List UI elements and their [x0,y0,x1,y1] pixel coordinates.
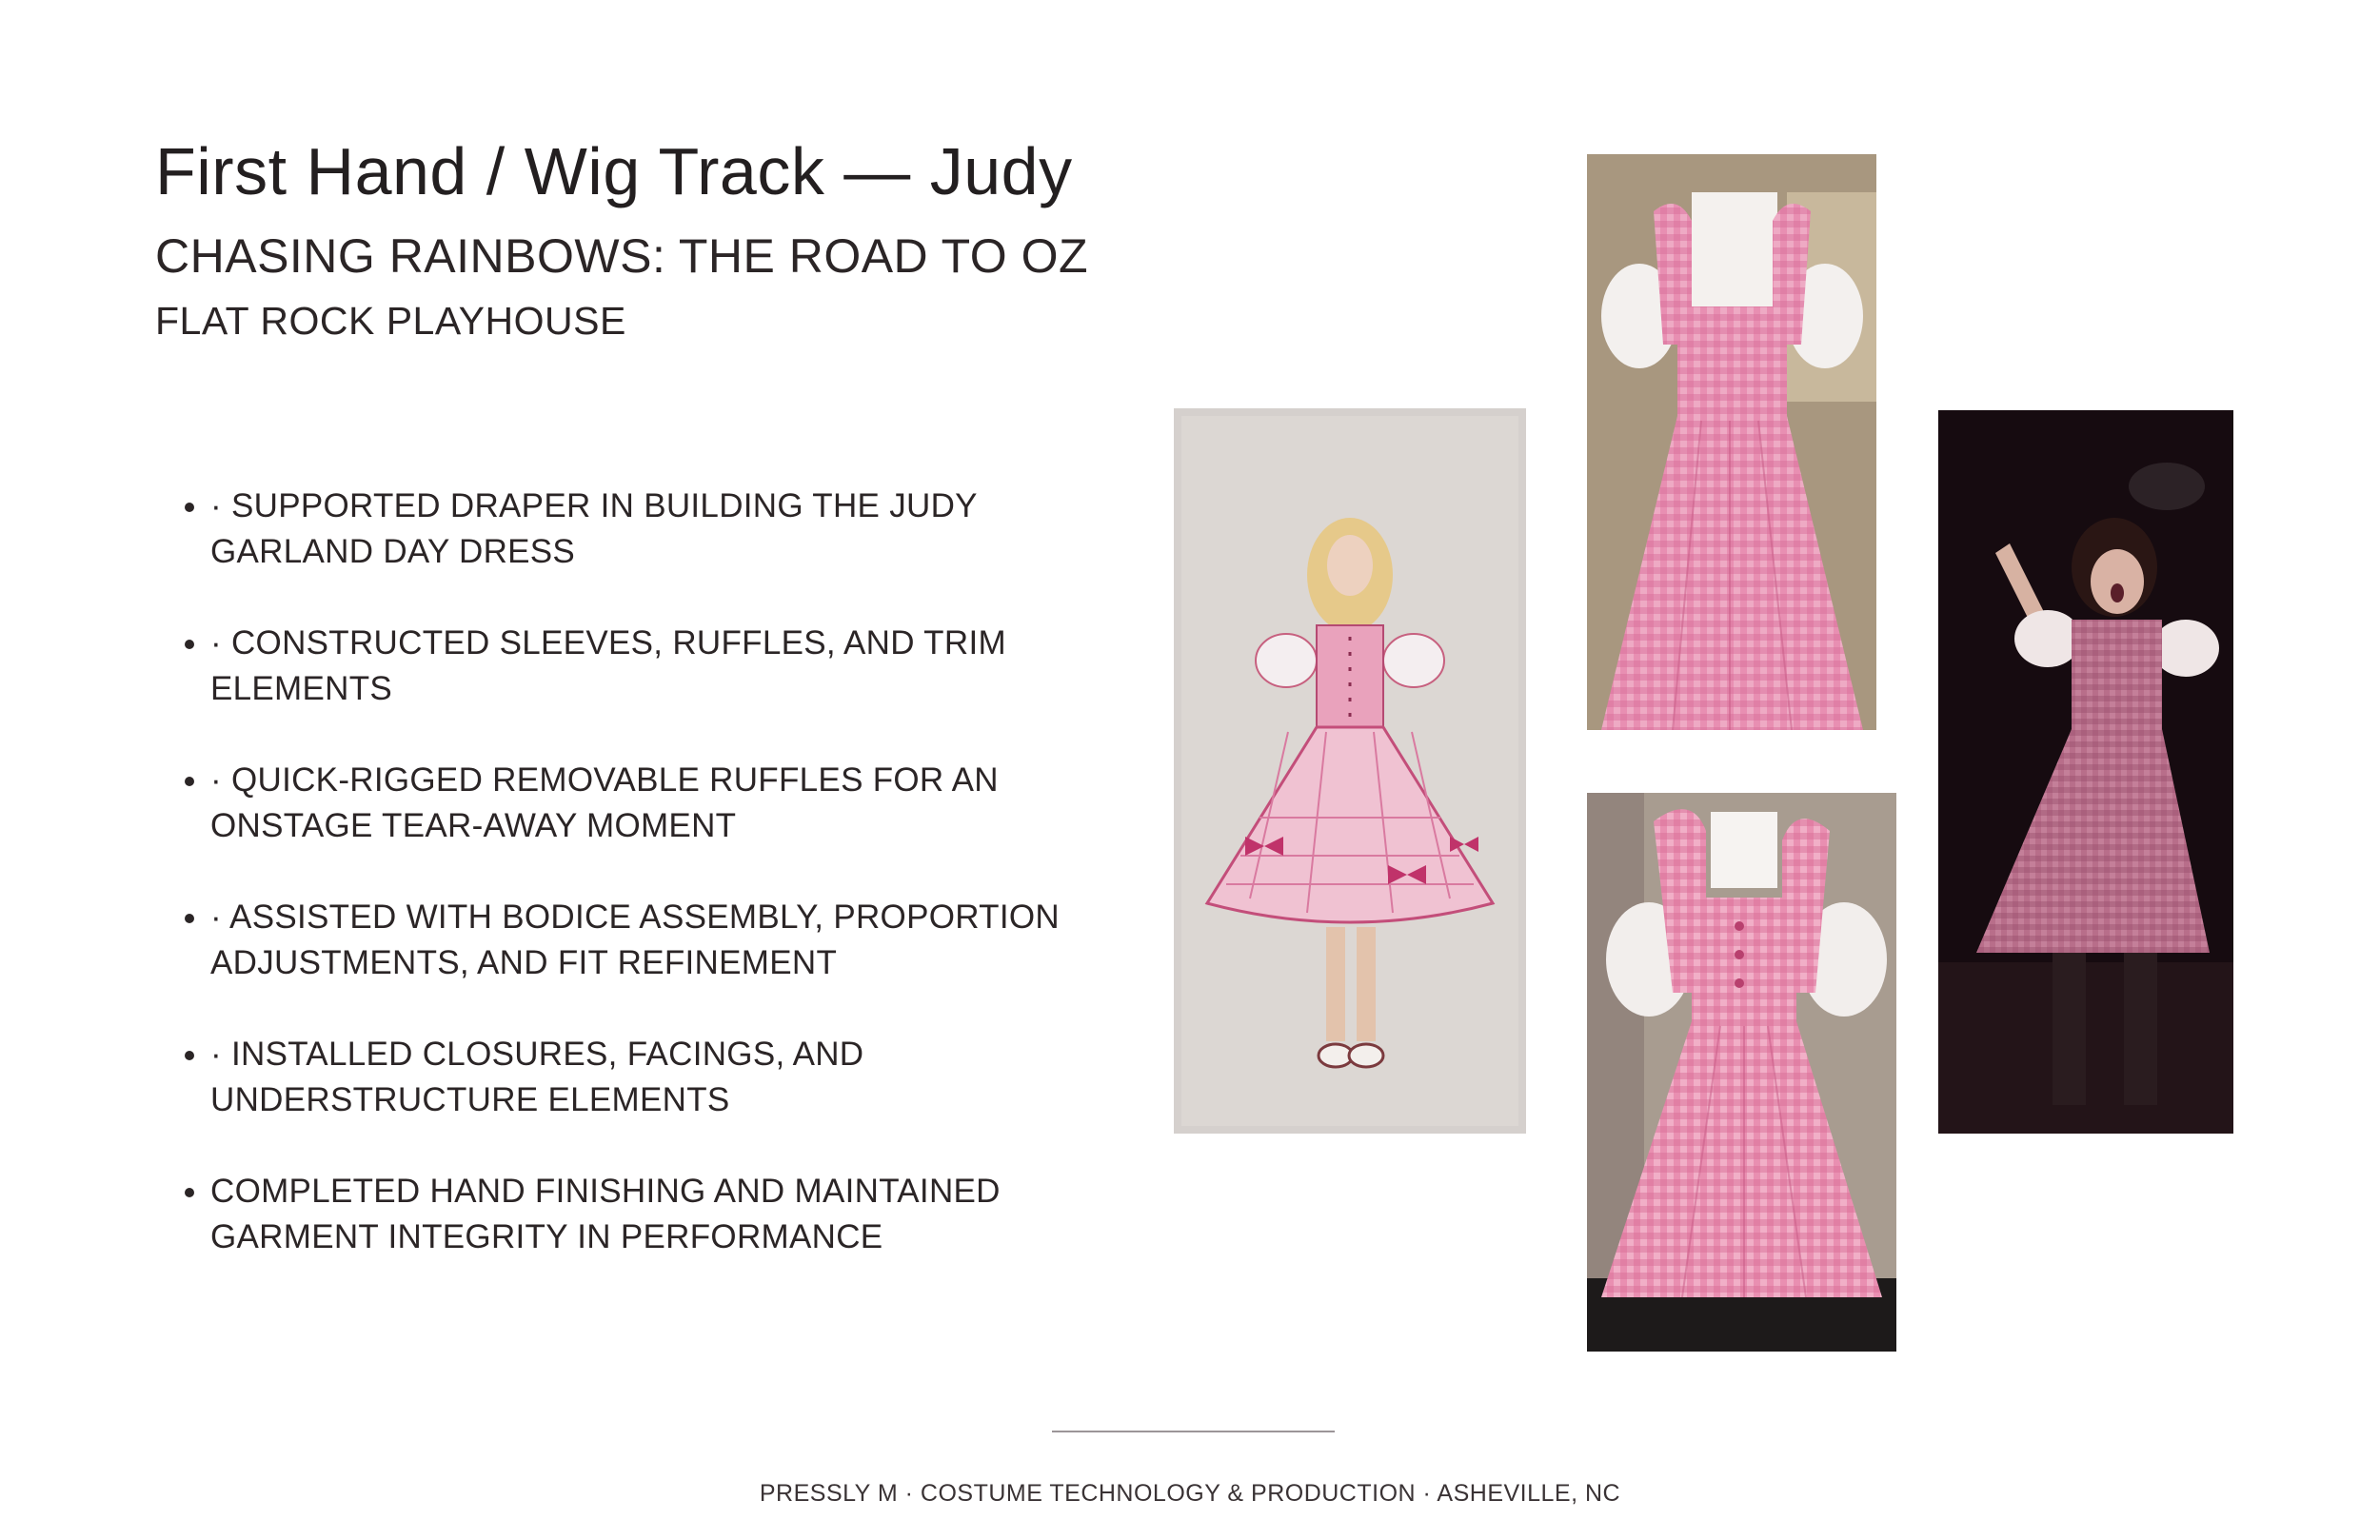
list-item: • · ASSISTED WITH BODICE ASSEMBLY, PROPORTION ADJUSTMENTS, AND FIT REFINEMENT [210,895,1067,986]
list-item: • · CONSTRUCTED SLEEVES, RUFFLES, AND TRIM ELEMENTS [210,621,1067,712]
page-title: First Hand / Wig Track — Judy [155,134,1073,208]
costume-sketch-image [1174,408,1526,1134]
footer-credit: PRESSLY M · COSTUME TECHNOLOGY & PRODUCTION · ASHEVILLE, NC [759,1480,1621,1507]
show-title: CHASING RAINBOWS: THE ROAD TO OZ [155,229,1089,283]
footer-divider [1052,1431,1335,1432]
list-item: • COMPLETED HAND FINISHING AND MAINTAINED GARMENT INTEGRITY IN PERFORMANCE [210,1169,1067,1260]
performance-photo-image [1938,410,2233,1134]
responsibilities-list [155,484,1067,1306]
list-item: • · SUPPORTED DRAPER IN BUILDING THE JUDY GARLAND DAY DRESS [210,484,1067,575]
list-item: • · QUICK-RIGGED REMOVABLE RUFFLES FOR AN ONSTAGE TEAR-AWAY MOMENT [210,758,1067,849]
list-item: • · INSTALLED CLOSURES, FACINGS, AND UNDERSTRUCTURE ELEMENTS [210,1032,1067,1123]
venue-name: FLAT ROCK PLAYHOUSE [155,299,626,343]
dress-back-view-image [1587,154,1876,730]
dress-front-view-image [1587,793,1896,1352]
